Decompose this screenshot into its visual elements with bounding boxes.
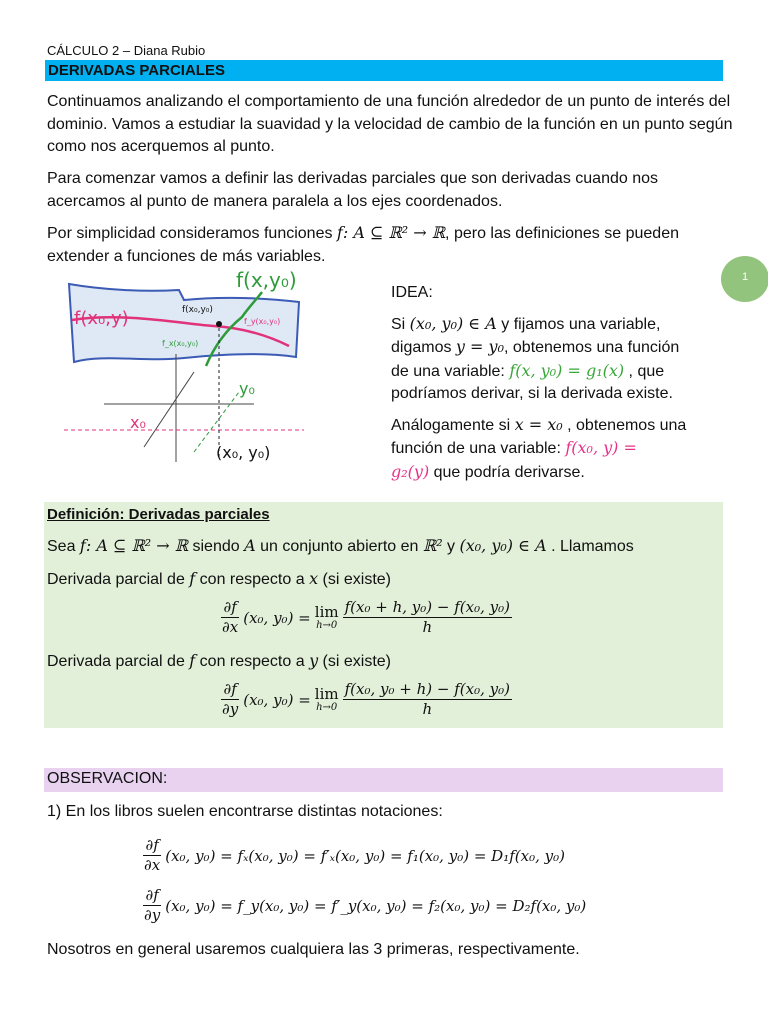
formula-partial-x: $\frac{\partial f}{\partial x}$ (x₀, y₀) = lim h→0 $\frac{\text{f(x₀ + h, y₀) − f(x₀, y₀)}}{h}$	[222, 598, 510, 636]
x-axis	[144, 372, 194, 447]
label-small3: f_x(x₀,y₀)	[162, 339, 199, 348]
label-top: f(x,y₀)	[236, 268, 297, 292]
section-title: DERIVADAS PARCIALES	[48, 62, 225, 79]
idea-block	[391, 282, 711, 484]
section-title-bar	[45, 60, 723, 81]
idea-line5: Análogamente si x = x₀ , obtenemos una	[391, 414, 687, 434]
idea-line7: g₂(y) que podría derivarse.	[391, 461, 585, 481]
surface-sketch-figure	[64, 262, 314, 472]
intro-paragraph: Continuamos analizando el comportamiento de una función alrededor de un punto de interés del dominio. Vamos a estudiar la suavidad y la velocidad de cambio de la función en un punto según como nos acerquemos al punto.	[47, 93, 733, 155]
document-header: CÁLCULO 2 – Diana Rubio	[47, 43, 206, 58]
label-left: f(x₀,y)	[74, 308, 129, 329]
definition-dy-label: Derivada parcial de f con respecto a y (si existe)	[47, 651, 392, 670]
formula-partial-y: $\frac{\partial f}{\partial y}$ (x₀, y₀) = lim h→0 $\frac{\text{f(x₀, y₀ + h) − f(x₀, y₀)}}{h}$	[222, 680, 510, 718]
final-sentence: Nosotros en general usaremos cualquiera las 3 primeras, respectivamente.	[47, 941, 580, 958]
definition-dx-label: Derivada parcial de f con respecto a x (si existe)	[47, 569, 391, 588]
notation-equation-x: $\frac{\partial f}{\partial x}$ (x₀, y₀) = fₓ(x₀, y₀) = f′ₓ(x₀, y₀) = f₁(x₀, y₀) = D₁f(x₀, y₀)	[144, 836, 565, 874]
third-paragraph: Por simplicidad consideramos funciones f: A ⊆ ℝ² → ℝ, pero las definiciones se pueden extender a funciones de más variables.	[47, 223, 679, 265]
label-y0: y₀	[239, 379, 255, 398]
notation-equation-y: $\frac{\partial f}{\partial y}$ (x₀, y₀) = f_y(x₀, y₀) = f′_y(x₀, y₀) = f₂(x₀, y₀) = D₂f(x₀, y₀)	[144, 886, 587, 924]
label-small1: f(x₀,y₀)	[182, 305, 213, 315]
idea-line4: podríamos derivar, si la derivada existe.	[391, 385, 673, 402]
label-small2: f_y(x₀,y₀)	[244, 317, 281, 326]
definition-heading: Definición: Derivadas parciales	[47, 506, 270, 523]
page-number-badge: 1	[721, 256, 768, 302]
definition-line1: Sea f: A ⊆ ℝ² → ℝ siendo A un conjunto abierto en ℝ² y (x₀, y₀) ∈ A . Llamamos	[47, 536, 634, 555]
observation-line1: 1) En los libros suelen encontrarse distintas notaciones:	[47, 803, 443, 820]
observation-bar	[44, 768, 723, 792]
label-x0: x₀	[130, 413, 146, 432]
second-paragraph: Para comenzar vamos a definir las derivadas parciales que son derivadas cuando nos acercamos al punto de manera paralela a los ejes coordenados.	[47, 170, 659, 210]
idea-line2: digamos y = y₀, obtenemos una función	[391, 337, 680, 356]
observation-heading: OBSERVACION:	[47, 770, 168, 787]
idea-heading: IDEA:	[391, 284, 433, 301]
point-marker	[216, 321, 222, 327]
idea-line1: Si (x₀, y₀) ∈ A y fijamos una variable,	[391, 313, 661, 333]
idea-line3: de una variable: f(x, y₀) = g₁(x) , que	[391, 360, 665, 380]
label-point: (x₀, y₀)	[216, 443, 271, 462]
idea-line6: función de una variable: f(x₀, y) =	[391, 438, 637, 457]
